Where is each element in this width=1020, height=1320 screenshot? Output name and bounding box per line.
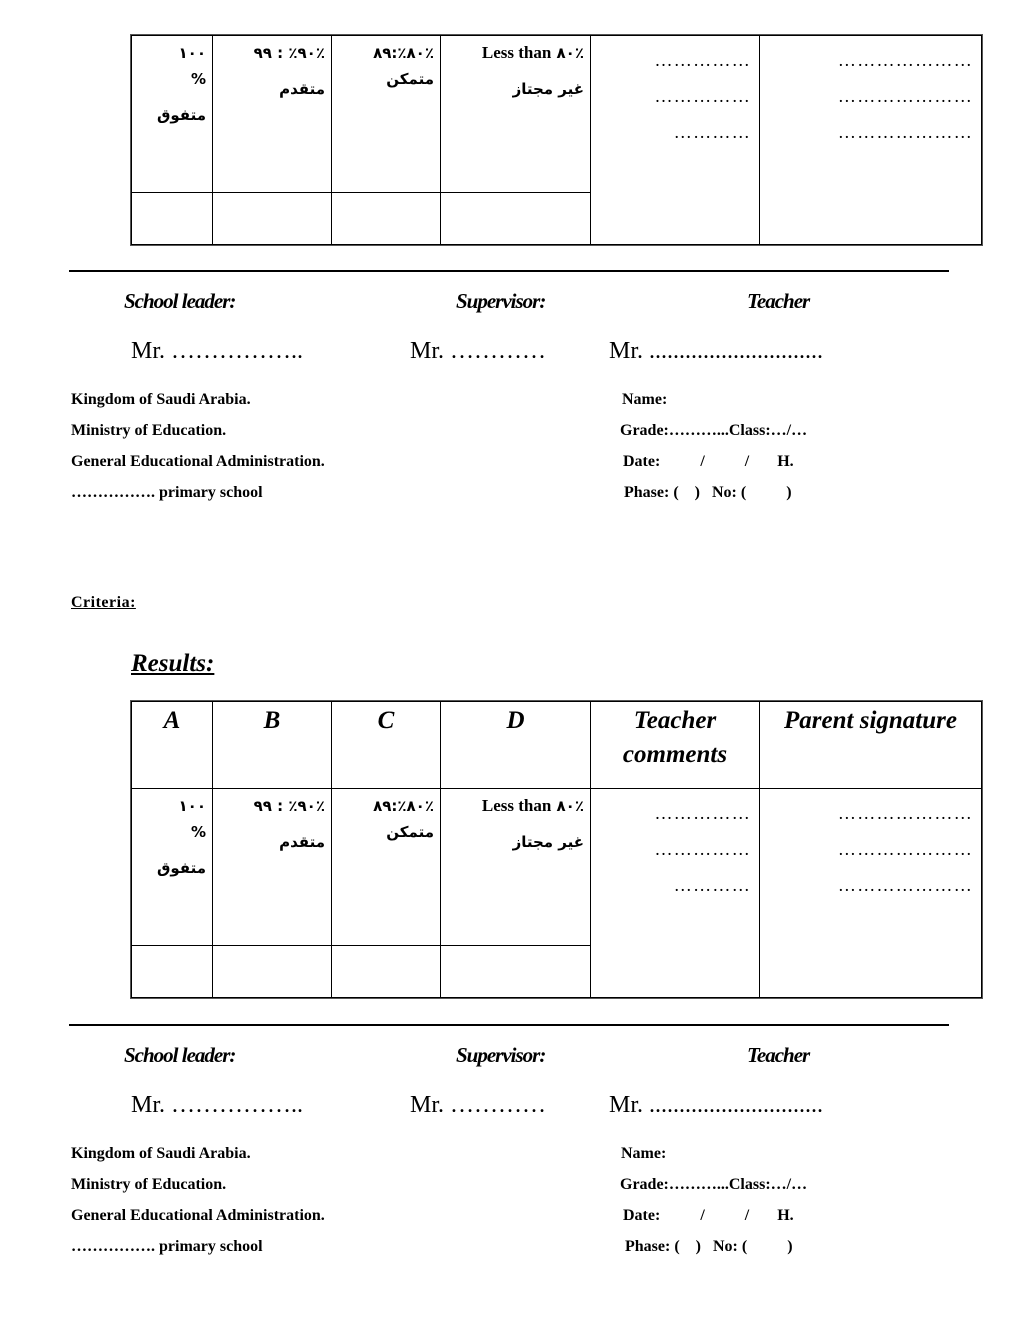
header-d: D	[441, 702, 591, 789]
name-field[interactable]: Name:	[621, 1145, 667, 1162]
school-leader-label: School leader:	[124, 1043, 236, 1067]
grade-class-field[interactable]: Grade:………...Class:…/…	[620, 422, 808, 439]
header-teacher-comments: Teacher comments	[591, 702, 760, 789]
supervisor-name-field[interactable]: Mr. …………	[410, 1092, 547, 1118]
signature-line: …………………	[837, 86, 973, 106]
grade-c-cell	[332, 36, 441, 193]
date-field[interactable]: Date: / / H.	[623, 453, 794, 470]
teacher-name-field[interactable]: Mr. .............................	[609, 1092, 824, 1118]
grade-a-cell	[132, 789, 213, 946]
header-c: C	[332, 702, 441, 789]
administration-text: General Educational Administration.	[71, 1207, 325, 1224]
comment-line: ……………	[654, 50, 751, 70]
header-a: A	[132, 702, 213, 789]
grade-a-label: متفوق	[156, 859, 206, 877]
criteria-label: Criteria:	[71, 594, 136, 611]
grade-a-label: متفوق	[156, 106, 206, 124]
grade-d-cell	[441, 789, 591, 946]
grade-c-mark-cell[interactable]	[332, 946, 441, 998]
grade-b-cell	[213, 789, 332, 946]
grade-d-prefix: Less than	[481, 43, 552, 62]
comment-line: …………	[673, 875, 751, 895]
teacher-label: Teacher	[747, 289, 810, 313]
grade-c-range: ٨٠٪:٨٩٪	[373, 44, 434, 62]
divider-line	[69, 270, 949, 272]
header-parent-signature: Parent signature	[760, 702, 982, 789]
phase-no-field[interactable]: Phase: ( ) No: ( )	[625, 1238, 793, 1255]
signature-line: …………………	[837, 50, 973, 70]
teacher-label: Teacher	[747, 1043, 810, 1067]
comment-line: ……………	[654, 86, 751, 106]
parent-signature-field[interactable]	[760, 789, 982, 998]
kingdom-text: Kingdom of Saudi Arabia.	[71, 391, 251, 408]
header-b: B	[213, 702, 332, 789]
school-leader-label: School leader:	[124, 289, 236, 313]
kingdom-text: Kingdom of Saudi Arabia.	[71, 1145, 251, 1162]
student-info	[620, 384, 807, 508]
school-name-field[interactable]: ……………. primary school	[71, 1238, 263, 1255]
grade-c-label: متمكن	[386, 823, 434, 841]
supervisor-label: Supervisor:	[456, 1043, 546, 1067]
comment-line: ……………	[654, 839, 751, 859]
grade-d-cell	[441, 36, 591, 193]
grade-a-cell	[132, 36, 213, 193]
grade-a-range: ١٠٠	[178, 44, 206, 62]
grade-a-range: ١٠٠	[178, 797, 206, 815]
grade-a-percent: %	[190, 70, 206, 88]
grade-c-range: ٨٠٪:٨٩٪	[373, 797, 434, 815]
school-leader-name-field[interactable]: Mr. ……………..	[131, 1092, 304, 1118]
name-field[interactable]: Name:	[622, 391, 668, 408]
grade-d-label: غير مجتاز	[512, 833, 584, 851]
grade-b-mark-cell[interactable]	[213, 946, 332, 998]
student-info	[620, 1138, 807, 1262]
grade-class-field[interactable]: Grade:………...Class:…/…	[620, 1176, 808, 1193]
grade-b-range: ٩٠٪ : ٩٩٪	[253, 797, 325, 815]
administration-text: General Educational Administration.	[71, 453, 325, 470]
school-name-field[interactable]: ……………. primary school	[71, 484, 263, 501]
grade-d-prefix: Less than	[481, 796, 552, 815]
ministry-text: Ministry of Education.	[71, 422, 227, 439]
grade-d-mark-cell[interactable]	[441, 193, 591, 245]
date-field[interactable]: Date: / / H.	[623, 1207, 794, 1224]
grade-c-cell	[332, 789, 441, 946]
divider-line	[69, 1024, 949, 1026]
school-leader-name-field[interactable]: Mr. ……………..	[131, 338, 304, 364]
school-info	[71, 1138, 325, 1262]
signature-line: …………………	[837, 875, 973, 895]
comment-line: ……………	[654, 803, 751, 823]
results-table-top	[131, 35, 982, 245]
grade-b-cell	[213, 36, 332, 193]
grade-c-label: متمكن	[386, 70, 434, 88]
comment-line: …………	[673, 122, 751, 142]
grade-d-mark-cell[interactable]	[441, 946, 591, 998]
teacher-comments-field[interactable]	[591, 789, 760, 998]
supervisor-label: Supervisor:	[456, 289, 546, 313]
grade-a-percent: %	[190, 823, 206, 841]
grade-d-label: غير مجتاز	[512, 80, 584, 98]
grade-c-mark-cell[interactable]	[332, 193, 441, 245]
signature-line: …………………	[837, 122, 973, 142]
teacher-comments-field[interactable]	[591, 36, 760, 245]
grade-d-range: ٨٠٪	[556, 44, 584, 62]
grade-b-label: متقدم	[279, 80, 325, 98]
teacher-name-field[interactable]: Mr. .............................	[609, 338, 824, 364]
results-table	[131, 701, 982, 998]
grade-d-range: ٨٠٪	[556, 797, 584, 815]
grade-a-mark-cell[interactable]	[132, 946, 213, 998]
phase-no-field[interactable]: Phase: ( ) No: ( )	[624, 484, 792, 501]
grade-b-label: متقدم	[279, 833, 325, 851]
supervisor-name-field[interactable]: Mr. …………	[410, 338, 547, 364]
parent-signature-field[interactable]	[760, 36, 982, 245]
signature-line: …………………	[837, 839, 973, 859]
signature-line: …………………	[837, 803, 973, 823]
ministry-text: Ministry of Education.	[71, 1176, 227, 1193]
school-info	[71, 384, 325, 508]
grade-a-mark-cell[interactable]	[132, 193, 213, 245]
grade-b-range: ٩٠٪ : ٩٩٪	[253, 44, 325, 62]
grade-b-mark-cell[interactable]	[213, 193, 332, 245]
results-heading: Results:	[131, 650, 215, 677]
